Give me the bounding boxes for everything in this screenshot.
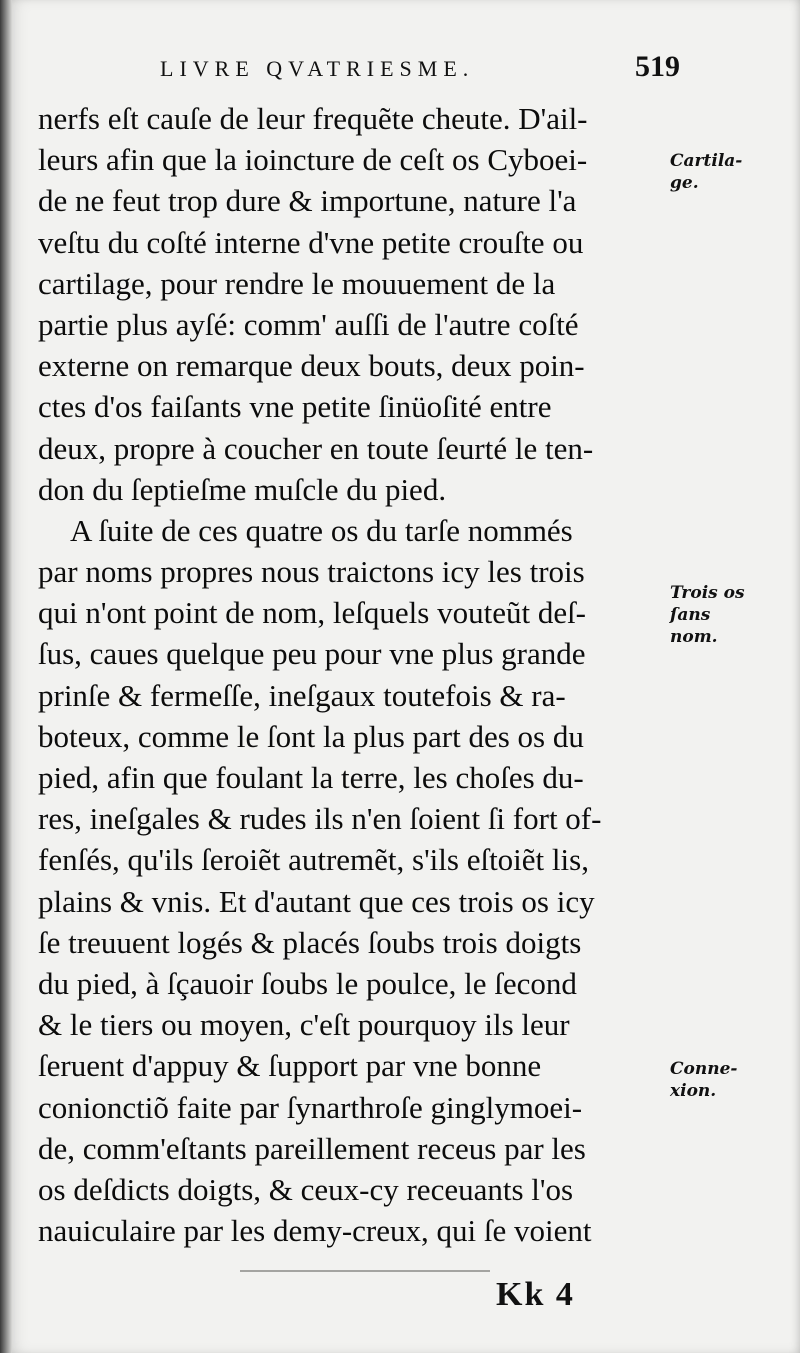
text-line: veſtu du coſté interne d'vne petite crouſte ou: [38, 224, 584, 260]
text-line: res, ineſgales & rudes ils n'en ſoient ſi fort of-: [38, 801, 602, 837]
margin-note-line: Cartila-: [670, 151, 743, 171]
text-line: ſus, caues quelque peu pour vne plus grande: [38, 636, 586, 672]
margin-note-connexion: [670, 1058, 737, 1102]
text-line: don du ſeptieſme muſcle du pied.: [38, 471, 447, 507]
margin-note-line: ge.: [670, 173, 699, 193]
margin-note-line: xion.: [670, 1081, 717, 1101]
text-line: deux, propre à coucher en toute ſeurté le ten-: [38, 430, 594, 466]
text-line: leurs afin que la ioincture de ceſt os Cyboei-: [38, 142, 588, 178]
text-line: fenſés, qu'ils ſeroiẽt autremẽt, s'ils eſtoiẽt lis,: [38, 842, 589, 878]
text-line: & le tiers ou moyen, c'eſt pourquoy ils leur: [38, 1007, 570, 1043]
text-line: du pied, à ſçauoir ſoubs le poulce, le ſecond: [38, 965, 577, 1001]
text-line: pied, afin que foulant la terre, les choſes du-: [38, 760, 584, 795]
margin-note-line: Trois os: [670, 583, 745, 603]
text-line: boteux, comme le ſont la plus part des os du: [38, 718, 584, 754]
text-line: qui n'ont point de nom, leſquels vouteũt deſ-: [38, 595, 587, 631]
margin-note-cartilage: [670, 150, 742, 194]
text-line: os deſdicts doigts, & ceux-cy receuants l'os: [38, 1171, 574, 1207]
text-line: de, comm'eſtants pareillement receus par les: [38, 1130, 586, 1166]
text-line: prinſe & fermeſſe, ineſgaux toutefois & ra-: [38, 677, 566, 713]
margin-note-line: ſans: [670, 605, 711, 625]
text-line: ſe treuuent logés & placés ſoubs trois doigts: [38, 924, 582, 960]
text-line: de ne feut trop dure & importune, nature l'a: [38, 183, 577, 219]
text-line: nerfs eſt cauſe de leur frequẽte cheute. D'ail-: [38, 101, 588, 136]
text-line: partie plus ayſé: comm' auſſi de l'autre coſté: [38, 306, 579, 342]
margin-note-line: nom.: [670, 627, 718, 647]
text-line: cartilage, pour rendre le mouuement de la: [38, 265, 556, 301]
margin-note-trois-os: [670, 582, 745, 648]
text-line: conionctiõ faite par ſynarthroſe ginglymoei-: [38, 1089, 583, 1125]
paragraph-start-line: A ſuite de ces quatre os du tarſe nommés: [70, 512, 573, 548]
page-header: [160, 50, 680, 90]
binding-shadow: [0, 0, 12, 1353]
text-line: ſeruent d'appuy & ſupport par vne bonne: [38, 1048, 542, 1084]
text-line: par noms propres nous traictons icy les trois: [38, 554, 585, 590]
body-text: [38, 98, 666, 1251]
margin-note-line: Conne-: [670, 1059, 738, 1079]
bleed-through-rule: [240, 1270, 490, 1272]
text-line: ctes d'os faiſants vne petite ſinüoſité entre: [38, 389, 552, 425]
text-line: nauiculaire par les demy-creux, qui ſe voient: [38, 1213, 592, 1249]
page-number: 519: [635, 50, 680, 83]
text-line: plains & vnis. Et d'autant que ces trois os icy: [38, 883, 595, 919]
text-line: externe on remarque deux bouts, deux poin-: [38, 348, 585, 384]
running-head: LIVRE QVATRIESME.: [160, 56, 475, 81]
signature-mark: Kk 4: [496, 1276, 575, 1313]
